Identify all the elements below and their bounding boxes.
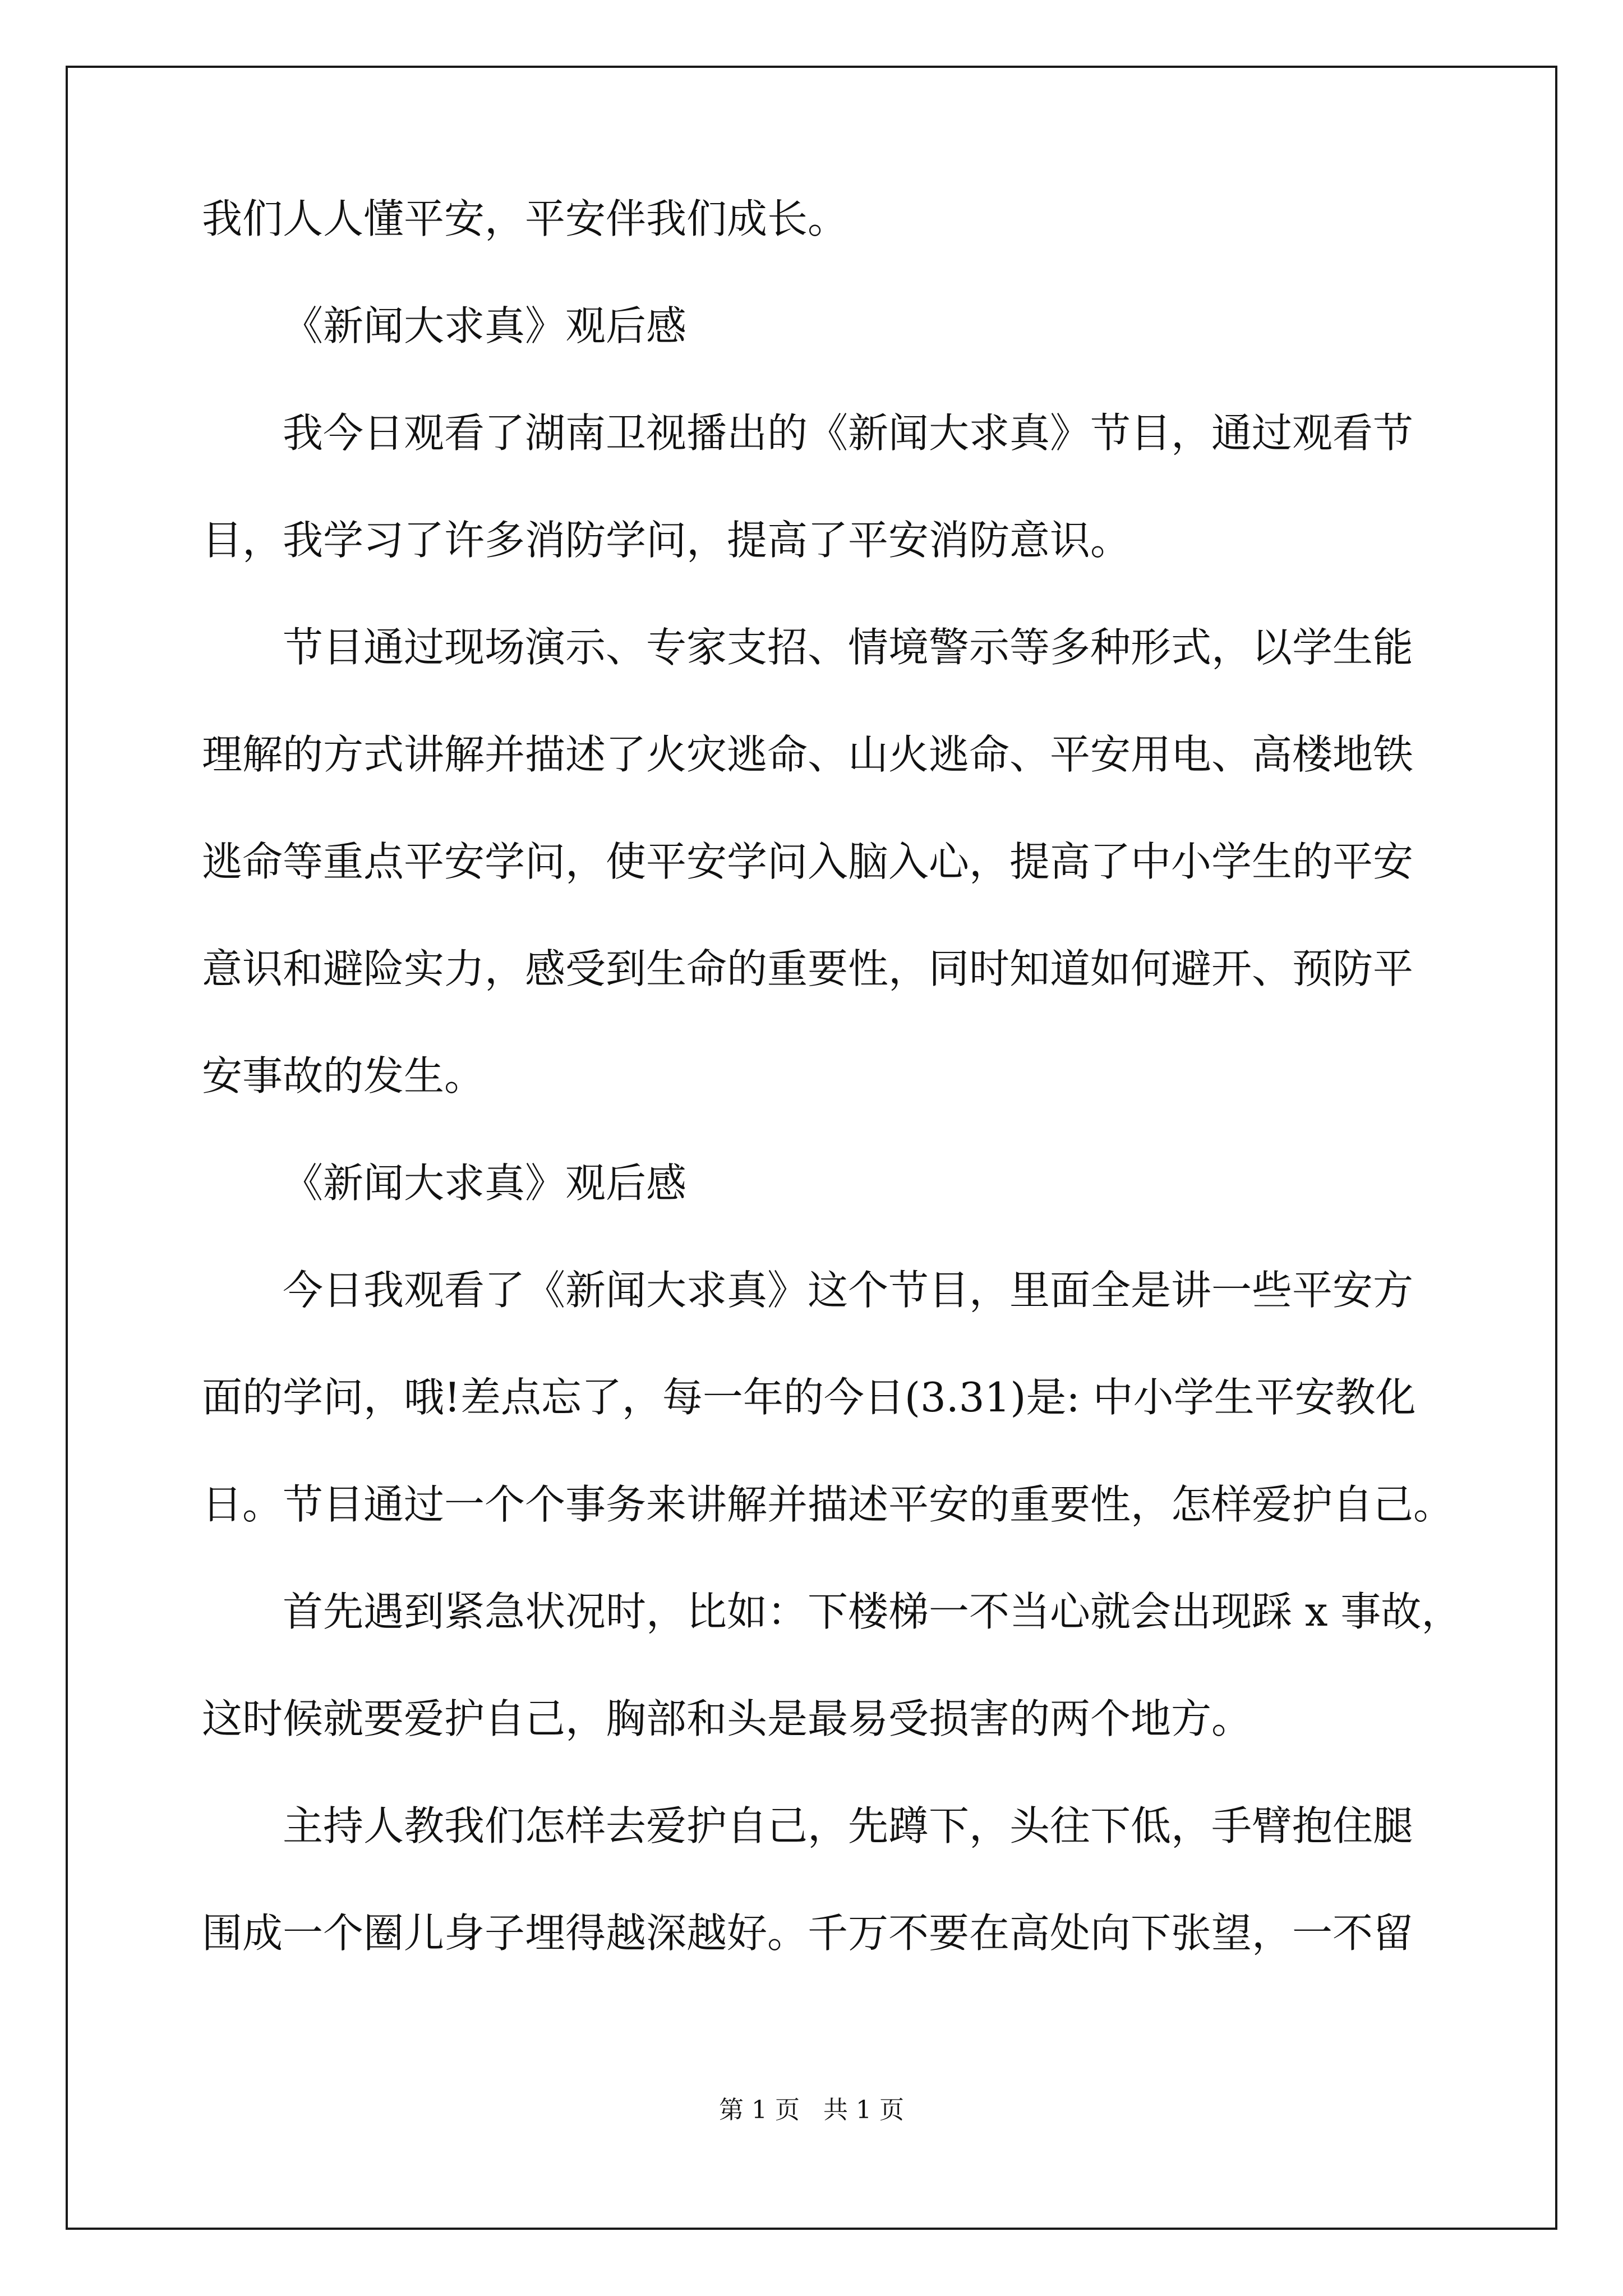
paragraph-line: 逃命等重点平安学问，使平安学问入脑入心，提高了中小学生的平安 bbox=[202, 838, 1414, 885]
paragraph-line: 围成一个圈儿身子埋得越深越好。千万不要在高处向下张望，一不留 bbox=[202, 1910, 1414, 1957]
paragraph-line: 我们人人懂平安，平安伴我们成长。 bbox=[202, 195, 849, 242]
page-number: 第 1 页 bbox=[719, 2096, 800, 2124]
paragraph-line: 日。节目通过一个个事务来讲解并描述平安的重要性，怎样爱护自己。 bbox=[202, 1481, 1454, 1528]
paragraph-line: 理解的方式讲解并描述了火灾逃命、山火逃命、平安用电、高楼地铁 bbox=[202, 731, 1414, 778]
paragraph-line: 我今日观看了湖南卫视播出的《新闻大求真》节目，通过观看节 bbox=[283, 409, 1414, 457]
paragraph-line: 节目通过现场演示、专家支招、情境警示等多种形式，以学生能 bbox=[283, 624, 1414, 671]
paragraph-line: 面的学问，哦!差点忘了，每一年的今日(3.31)是: 中小学生平安教化 bbox=[202, 1374, 1416, 1421]
paragraph-line: 今日我观看了《新闻大求真》这个节目，里面全是讲一些平安方 bbox=[283, 1267, 1414, 1314]
section-title: 《新闻大求真》观后感 bbox=[283, 1159, 687, 1207]
paragraph-line: 安事故的发生。 bbox=[202, 1052, 485, 1099]
paragraph-line: 首先遇到紧急状况时，比如：下楼梯一不当心就会出现踩 x 事故， bbox=[283, 1588, 1462, 1635]
page-footer bbox=[0, 2090, 1623, 2125]
section-title: 《新闻大求真》观后感 bbox=[283, 302, 687, 349]
paragraph-line: 目，我学习了许多消防学问，提高了平安消防意识。 bbox=[202, 517, 1131, 564]
paragraph-line: 意识和避险实力，感受到生命的重要性，同时知道如何避开、预防平 bbox=[202, 945, 1414, 992]
paragraph-line: 主持人教我们怎样去爱护自己，先蹲下，头往下低，手臂抱住腿 bbox=[283, 1802, 1414, 1849]
paragraph-line: 这时候就要爱护自己，胸部和头是最易受损害的两个地方。 bbox=[202, 1695, 1252, 1742]
page-border bbox=[66, 66, 1557, 2230]
page-total: 共 1 页 bbox=[823, 2096, 904, 2124]
